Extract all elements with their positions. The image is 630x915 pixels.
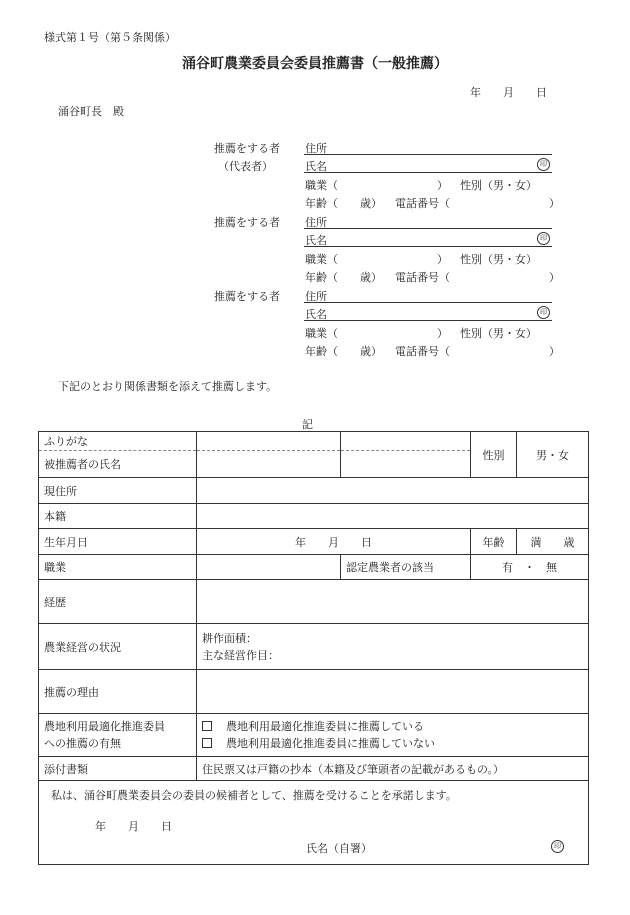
age-field[interactable]: 年齢（ 歳） bbox=[305, 345, 382, 358]
seal-mark: 印 bbox=[537, 306, 550, 319]
recommender-label: 推薦をする者 bbox=[214, 142, 280, 155]
addressee: 涌谷町長 殿 bbox=[58, 105, 124, 118]
furigana-label: ふりがな bbox=[39, 432, 197, 451]
address-line[interactable] bbox=[304, 154, 552, 155]
gender-field[interactable]: 性別（男・女） bbox=[460, 179, 537, 192]
address-label: 住所 bbox=[305, 142, 327, 155]
current-address-label: 現住所 bbox=[39, 478, 197, 504]
address-label: 住所 bbox=[305, 290, 327, 303]
optimization-label-line-2: への推薦の有無 bbox=[44, 737, 121, 750]
age-field[interactable]: 年齢（ 歳） bbox=[305, 197, 382, 210]
birth-date-value[interactable]: 年 月 日 bbox=[197, 529, 471, 555]
nominee-name-input-1[interactable] bbox=[197, 451, 341, 478]
name-label: 氏名 bbox=[305, 234, 327, 247]
option-recommended-label: 農地利用最適化推進委員に推薦している bbox=[226, 720, 424, 733]
phone-field[interactable]: 電話番号（ ） bbox=[395, 271, 560, 284]
nominee-name-label: 被推薦者の氏名 bbox=[39, 451, 197, 478]
signature-label: 氏名（自署） bbox=[306, 842, 372, 855]
attachments-value: 住民票又は戸籍の抄本（本籍及び筆頭者の記載があるもの。） bbox=[197, 757, 589, 781]
page-title: 涌谷町農業委員会委員推薦書（一般推薦） bbox=[182, 56, 448, 72]
recommender-label: 推薦をする者 bbox=[214, 290, 280, 303]
nominee-name-input-2[interactable] bbox=[341, 451, 471, 478]
nominee-table bbox=[38, 431, 589, 865]
career-label: 経歴 bbox=[39, 580, 197, 624]
occupation-input[interactable] bbox=[197, 555, 341, 580]
reason-label: 推薦の理由 bbox=[39, 670, 197, 714]
phone-field[interactable]: 電話番号（ ） bbox=[395, 197, 560, 210]
phone-field[interactable]: 電話番号（ ） bbox=[395, 345, 560, 358]
ki-label: 記 bbox=[302, 418, 313, 431]
gender-value[interactable]: 男・女 bbox=[517, 432, 589, 478]
furigana-input-2[interactable] bbox=[341, 432, 471, 451]
seal-mark: 印 bbox=[537, 158, 550, 171]
date-line: 年 月 日 bbox=[470, 86, 547, 99]
occupation-field[interactable]: 職業（ ） bbox=[305, 253, 448, 266]
name-line[interactable] bbox=[304, 320, 552, 321]
option-recommended[interactable] bbox=[202, 718, 583, 735]
optimization-label-line-1: 農地利用最適化推進委員 bbox=[44, 720, 165, 733]
farm-crops-label: 主な経営作目： bbox=[202, 648, 279, 662]
consent-text: 私は、涌谷町農業委員会の委員の候補者として、推薦を受けることを承諾します。 bbox=[51, 789, 457, 802]
seal-mark: 印 bbox=[537, 232, 550, 245]
honseki-input[interactable] bbox=[197, 504, 589, 529]
attachments-label: 添付書類 bbox=[39, 757, 197, 781]
occupation-field[interactable]: 職業（ ） bbox=[305, 179, 448, 192]
certified-farmer-label: 認定農業者の該当 bbox=[341, 555, 471, 580]
occupation-label: 職業 bbox=[39, 555, 197, 580]
career-input[interactable] bbox=[197, 580, 589, 624]
age-field[interactable]: 年齢（ 歳） bbox=[305, 271, 382, 284]
age-value[interactable]: 満 歳 bbox=[517, 529, 589, 555]
occupation-field[interactable]: 職業（ ） bbox=[305, 327, 448, 340]
farm-area-label: 耕作面積： bbox=[202, 631, 257, 645]
name-label: 氏名 bbox=[305, 308, 327, 321]
honseki-label: 本籍 bbox=[39, 504, 197, 529]
address-line[interactable] bbox=[304, 228, 552, 229]
address-line[interactable] bbox=[304, 302, 552, 303]
representative-label: （代表者） bbox=[218, 160, 273, 173]
reason-input[interactable] bbox=[197, 670, 589, 714]
recommender-label: 推薦をする者 bbox=[214, 216, 280, 229]
furigana-input-1[interactable] bbox=[197, 432, 341, 451]
name-label: 氏名 bbox=[305, 160, 327, 173]
age-label: 年齢 bbox=[471, 529, 517, 555]
name-line[interactable] bbox=[304, 172, 552, 173]
farm-status-label: 農業経営の状況 bbox=[39, 624, 197, 670]
option-not-recommended[interactable] bbox=[202, 735, 583, 752]
checkbox-not-recommended[interactable] bbox=[202, 738, 212, 748]
intro-text: 下記のとおり関係書類を添えて推薦します。 bbox=[58, 380, 278, 393]
signature-seal: 印 bbox=[551, 840, 564, 853]
certified-farmer-value[interactable]: 有 ・ 無 bbox=[471, 555, 589, 580]
address-label: 住所 bbox=[305, 216, 327, 229]
checkbox-recommended[interactable] bbox=[202, 721, 212, 731]
current-address-input[interactable] bbox=[197, 478, 589, 504]
consent-date[interactable]: 年 月 日 bbox=[95, 820, 172, 833]
gender-label: 性別 bbox=[471, 432, 517, 478]
option-not-recommended-label: 農地利用最適化推進委員に推薦していない bbox=[226, 737, 435, 750]
name-line[interactable] bbox=[304, 246, 552, 247]
gender-field[interactable]: 性別（男・女） bbox=[460, 327, 537, 340]
gender-field[interactable]: 性別（男・女） bbox=[460, 253, 537, 266]
birth-date-label: 生年月日 bbox=[39, 529, 197, 555]
form-number: 様式第１号（第５条関係） bbox=[44, 31, 176, 44]
